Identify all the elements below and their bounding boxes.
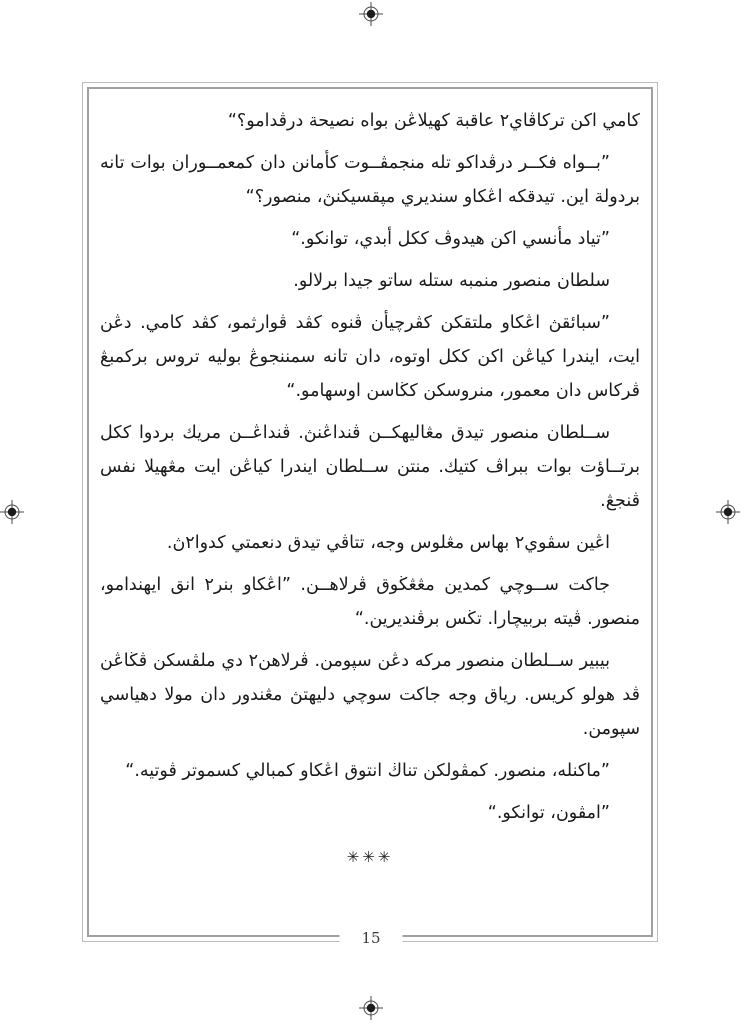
paragraph: ســلطان منصور تيدق مڠاليهكــن ڤنداڠنڽ. ڤنداڠــن مريك بردوا ككل برتــاؤت بوات ببراڤ كتيك. منتن ســلطان ايندرا كياڠن ايت مڠهيلا نفس ڤنجڠ.	[100, 423, 640, 511]
section-break-ornament: ✳✳✳	[346, 848, 394, 866]
paragraph: ”سبائقڽ اڠكاو ملتقكن كڤرچيأن ڤنوه كڤد ڤوارثمو، كڤد كامي. دڠن ايت، ايندرا كياڠن اكن ككل اوتوه، دان تانه سمننجوڠ بوليه تروس بركمبڠ ڤركاس دان معمور، منروسكن كڬاسن اوسهامو.“	[100, 313, 640, 401]
registration-mark-top-icon	[358, 1, 384, 27]
paragraph: ”ماكنله، منصور. كمڤولكن تناڬ انتوق اڠكاو كمبالي كسموتر ڤوتيه.“	[125, 761, 610, 781]
paragraph: سلطان منصور منمبه ستله ساتو جيدا برلالو.	[293, 271, 610, 291]
paragraph: كامي اكن تركاڤاي٢ عاقبة كهيلاڠن بواه نصيحة درڤدامو؟“	[227, 111, 640, 131]
paragraph: ”بــواه فكــر درڤداكو تله منجمڤــوت كأمانن دان كمعمــوران بوات تانه بردولة اين. تيدقكه اڠكاو سنديري مڽقسيكنڽ، منصور؟“	[100, 153, 640, 207]
paragraph: ”تياد مأنسي اكن هيدوڤ ككل أبدي، توانكو.“	[291, 229, 610, 249]
paragraph: اڠين سڤوي٢ بهاس مڠلوس وجه، تتاڤي تيدق دنعمتي كدوا٢ڽ.	[166, 533, 610, 553]
registration-mark-right-icon	[715, 499, 741, 525]
registration-mark-left-icon	[0, 499, 25, 525]
paragraph: ”امڤون، توانكو.“	[487, 803, 610, 823]
paragraph: بيبير ســلطان منصور مركه دڠن سڽومن. ڤرلاهن٢ دي ملڤسكن ڤڬاڠن ڤد هولو كريس. رياق وجه جاكت سوچي دليهتڽ مڠندور دان مولا دهياسي سڽومن.	[100, 651, 640, 739]
page-number: 15	[339, 928, 402, 948]
page-text	[100, 104, 640, 838]
registration-mark-bottom-icon	[358, 995, 384, 1021]
paragraph: جاكت ســوچي كمدين مڠڠڬوق ڤرلاهــن. ”اڠكاو بنر٢ انق ايهندامو، منصور. ڤيته بربيچارا. تڬس برڤنديرين.“	[100, 575, 640, 629]
